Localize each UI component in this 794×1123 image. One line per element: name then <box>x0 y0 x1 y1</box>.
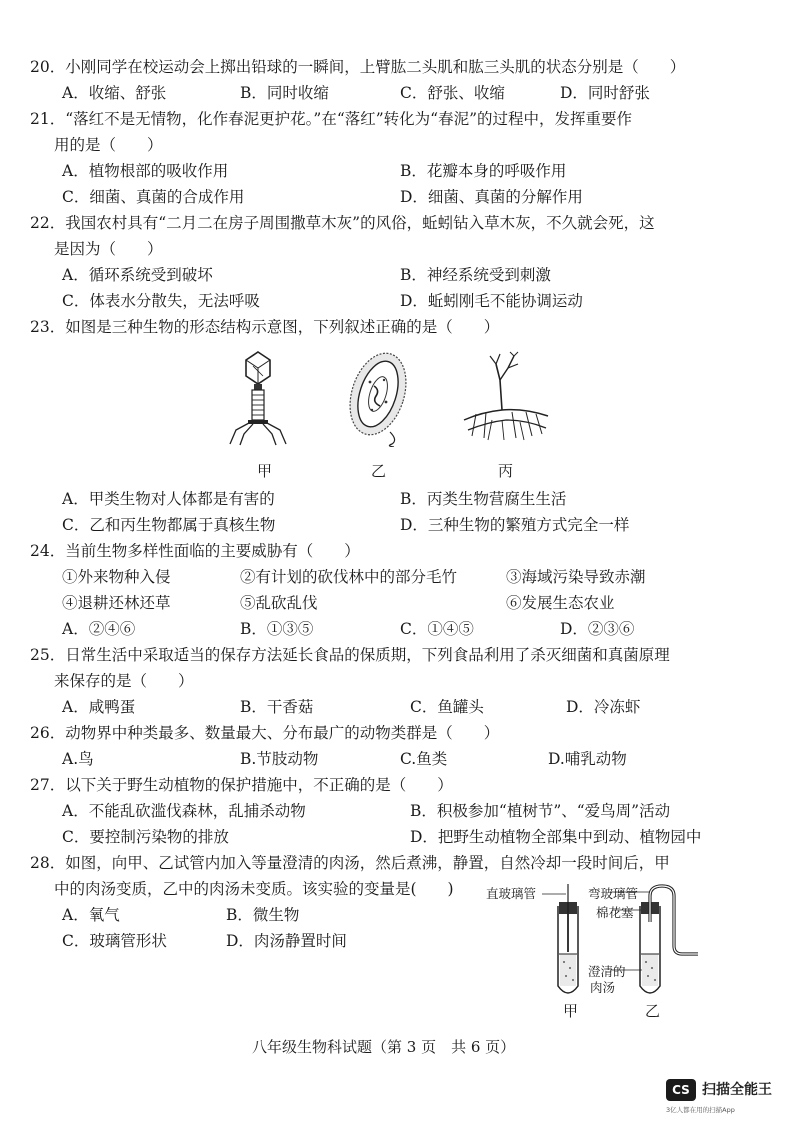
fungus-figure <box>462 350 552 442</box>
q24-item-4: ④退耕还林还草 <box>62 594 171 612</box>
q22-option-a: A．循环系统受到破坏 <box>62 266 213 284</box>
q28-option-c: C．玻璃管形状 <box>62 932 167 950</box>
q28-label-broth-1: 澄清的 <box>588 964 626 979</box>
q24-item-1: ①外来物种入侵 <box>62 568 171 586</box>
q28-label-yi: 乙 <box>645 1002 661 1020</box>
q27-stem: 27．以下关于野生动植物的保护措施中，不正确的是（ ） <box>30 776 453 794</box>
q20-stem: 20．小刚同学在校运动会上掷出铅球的一瞬间，上臂肱二头肌和肱三头肌的状态分别是（ ） <box>30 58 686 76</box>
q25-stem-line1: 25．日常生活中采取适当的保存方法延长食品的保质期，下列食品利用了杀灭细菌和真菌原理 <box>30 646 670 664</box>
q27-option-c: C．要控制污染物的排放 <box>62 828 229 846</box>
q23-label-bing: 丙 <box>498 462 514 480</box>
q24-item-6: ⑥发展生态农业 <box>506 594 615 612</box>
q25-option-d: D．冷冻虾 <box>566 698 641 716</box>
q26-stem: 26．动物界中种类最多、数量最大、分布最广的动物类群是（ ） <box>30 724 500 742</box>
q21-option-b: B．花瓣本身的呼吸作用 <box>400 162 567 180</box>
q22-option-c: C．体表水分散失，无法呼吸 <box>62 292 260 310</box>
camscanner-logo-icon: CS <box>666 1079 696 1101</box>
q26-option-c: C.鱼类 <box>400 750 448 768</box>
q20-option-c: C．舒张、收缩 <box>400 84 505 102</box>
q20-option-d: D．同时舒张 <box>560 84 650 102</box>
bacteriophage-figure <box>226 350 290 446</box>
q24-item-2: ②有计划的砍伐林中的部分毛竹 <box>240 568 458 586</box>
q28-stem-line1: 28．如图，向甲、乙试管内加入等量澄清的肉汤，然后煮沸，静置，自然冷却一段时间后，甲 <box>30 854 670 872</box>
q24-item-3: ③海域污染导致赤潮 <box>506 568 646 586</box>
q22-option-d: D．蚯蚓刚毛不能协调运动 <box>400 292 583 310</box>
q21-stem-line1: 21．“落红不是无情物，化作春泥更护花。”在“落红”转化为“春泥”的过程中，发挥重要作 <box>30 110 633 128</box>
q25-option-c: C．鱼罐头 <box>410 698 484 716</box>
q20-option-a: A．收缩、舒张 <box>62 84 167 102</box>
q28-label-bent-tube: 弯玻璃管 <box>588 886 639 901</box>
q22-option-b: B．神经系统受到刺激 <box>400 266 551 284</box>
q23-label-jia: 甲 <box>257 462 273 480</box>
q24-item-5: ⑤乱砍乱伐 <box>240 594 318 612</box>
q28-option-d: D．肉汤静置时间 <box>226 932 347 950</box>
scanner-watermark <box>666 1077 776 1117</box>
q27-option-a: A．不能乱砍滥伐森林，乱捕杀动物 <box>62 802 306 820</box>
q24-option-b: B．①③⑤ <box>240 620 314 638</box>
q25-option-a: A．咸鸭蛋 <box>62 698 136 716</box>
q26-option-d: D.哺乳动物 <box>548 750 627 768</box>
q22-stem-line2: 是因为（ ） <box>54 240 163 258</box>
q28-label-straight-tube: 直玻璃管 <box>486 886 537 901</box>
q23-option-a: A．甲类生物对人体都是有害的 <box>62 490 275 508</box>
q21-option-a: A．植物根部的吸收作用 <box>62 162 229 180</box>
q24-option-a: A．②④⑥ <box>62 620 136 638</box>
q28-stem-line2: 中的肉汤变质，乙中的肉汤未变质。该实验的变量是( ) <box>54 880 454 898</box>
watermark-subtitle: 3亿人都在用的扫描App <box>666 1106 735 1114</box>
q23-option-c: C．乙和丙生物都属于真核生物 <box>62 516 276 534</box>
q28-option-b: B．微生物 <box>226 906 300 924</box>
q21-option-d: D．细菌、真菌的分解作用 <box>400 188 583 206</box>
q23-stem: 23．如图是三种生物的形态结构示意图，下列叙述正确的是（ ） <box>30 318 500 336</box>
q25-stem-line2: 来保存的是（ ） <box>54 672 194 690</box>
q21-option-c: C．细菌、真菌的合成作用 <box>62 188 245 206</box>
q23-option-d: D．三种生物的繁殖方式完全一样 <box>400 516 630 534</box>
q28-label-cotton: 棉花塞 <box>596 905 634 920</box>
watermark-title: 扫描全能王 <box>702 1082 772 1098</box>
q20-option-b: B．同时收缩 <box>240 84 329 102</box>
q21-stem-line2: 用的是（ ） <box>54 136 163 154</box>
q24-option-c: C．①④⑤ <box>400 620 474 638</box>
q28-label-jia: 甲 <box>563 1002 579 1020</box>
q23-label-yi: 乙 <box>371 462 387 480</box>
bacterium-figure <box>328 352 428 447</box>
q27-option-b: B．积极参加“植树节”、“爱鸟周”活动 <box>410 802 671 820</box>
q22-stem-line1: 22．我国农村具有“二月二在房子周围撒草木灰”的风俗，蚯蚓钻入草木灰，不久就会死，这 <box>30 214 655 232</box>
q24-stem: 24．当前生物多样性面临的主要威胁有（ ） <box>30 542 360 560</box>
q26-option-b: B.节肢动物 <box>240 750 319 768</box>
q23-option-b: B．丙类生物营腐生生活 <box>400 490 567 508</box>
page-footer: 八年级生物科试题（第 3 页 共 6 页） <box>252 1038 516 1056</box>
q25-option-b: B．干香菇 <box>240 698 314 716</box>
q28-label-broth-2: 肉汤 <box>590 980 616 995</box>
q26-option-a: A.鸟 <box>62 750 94 768</box>
q28-option-a: A．氧气 <box>62 906 120 924</box>
q24-option-d: D．②③⑥ <box>560 620 635 638</box>
q27-option-d: D．把野生动植物全部集中到动、植物园中 <box>410 828 702 846</box>
